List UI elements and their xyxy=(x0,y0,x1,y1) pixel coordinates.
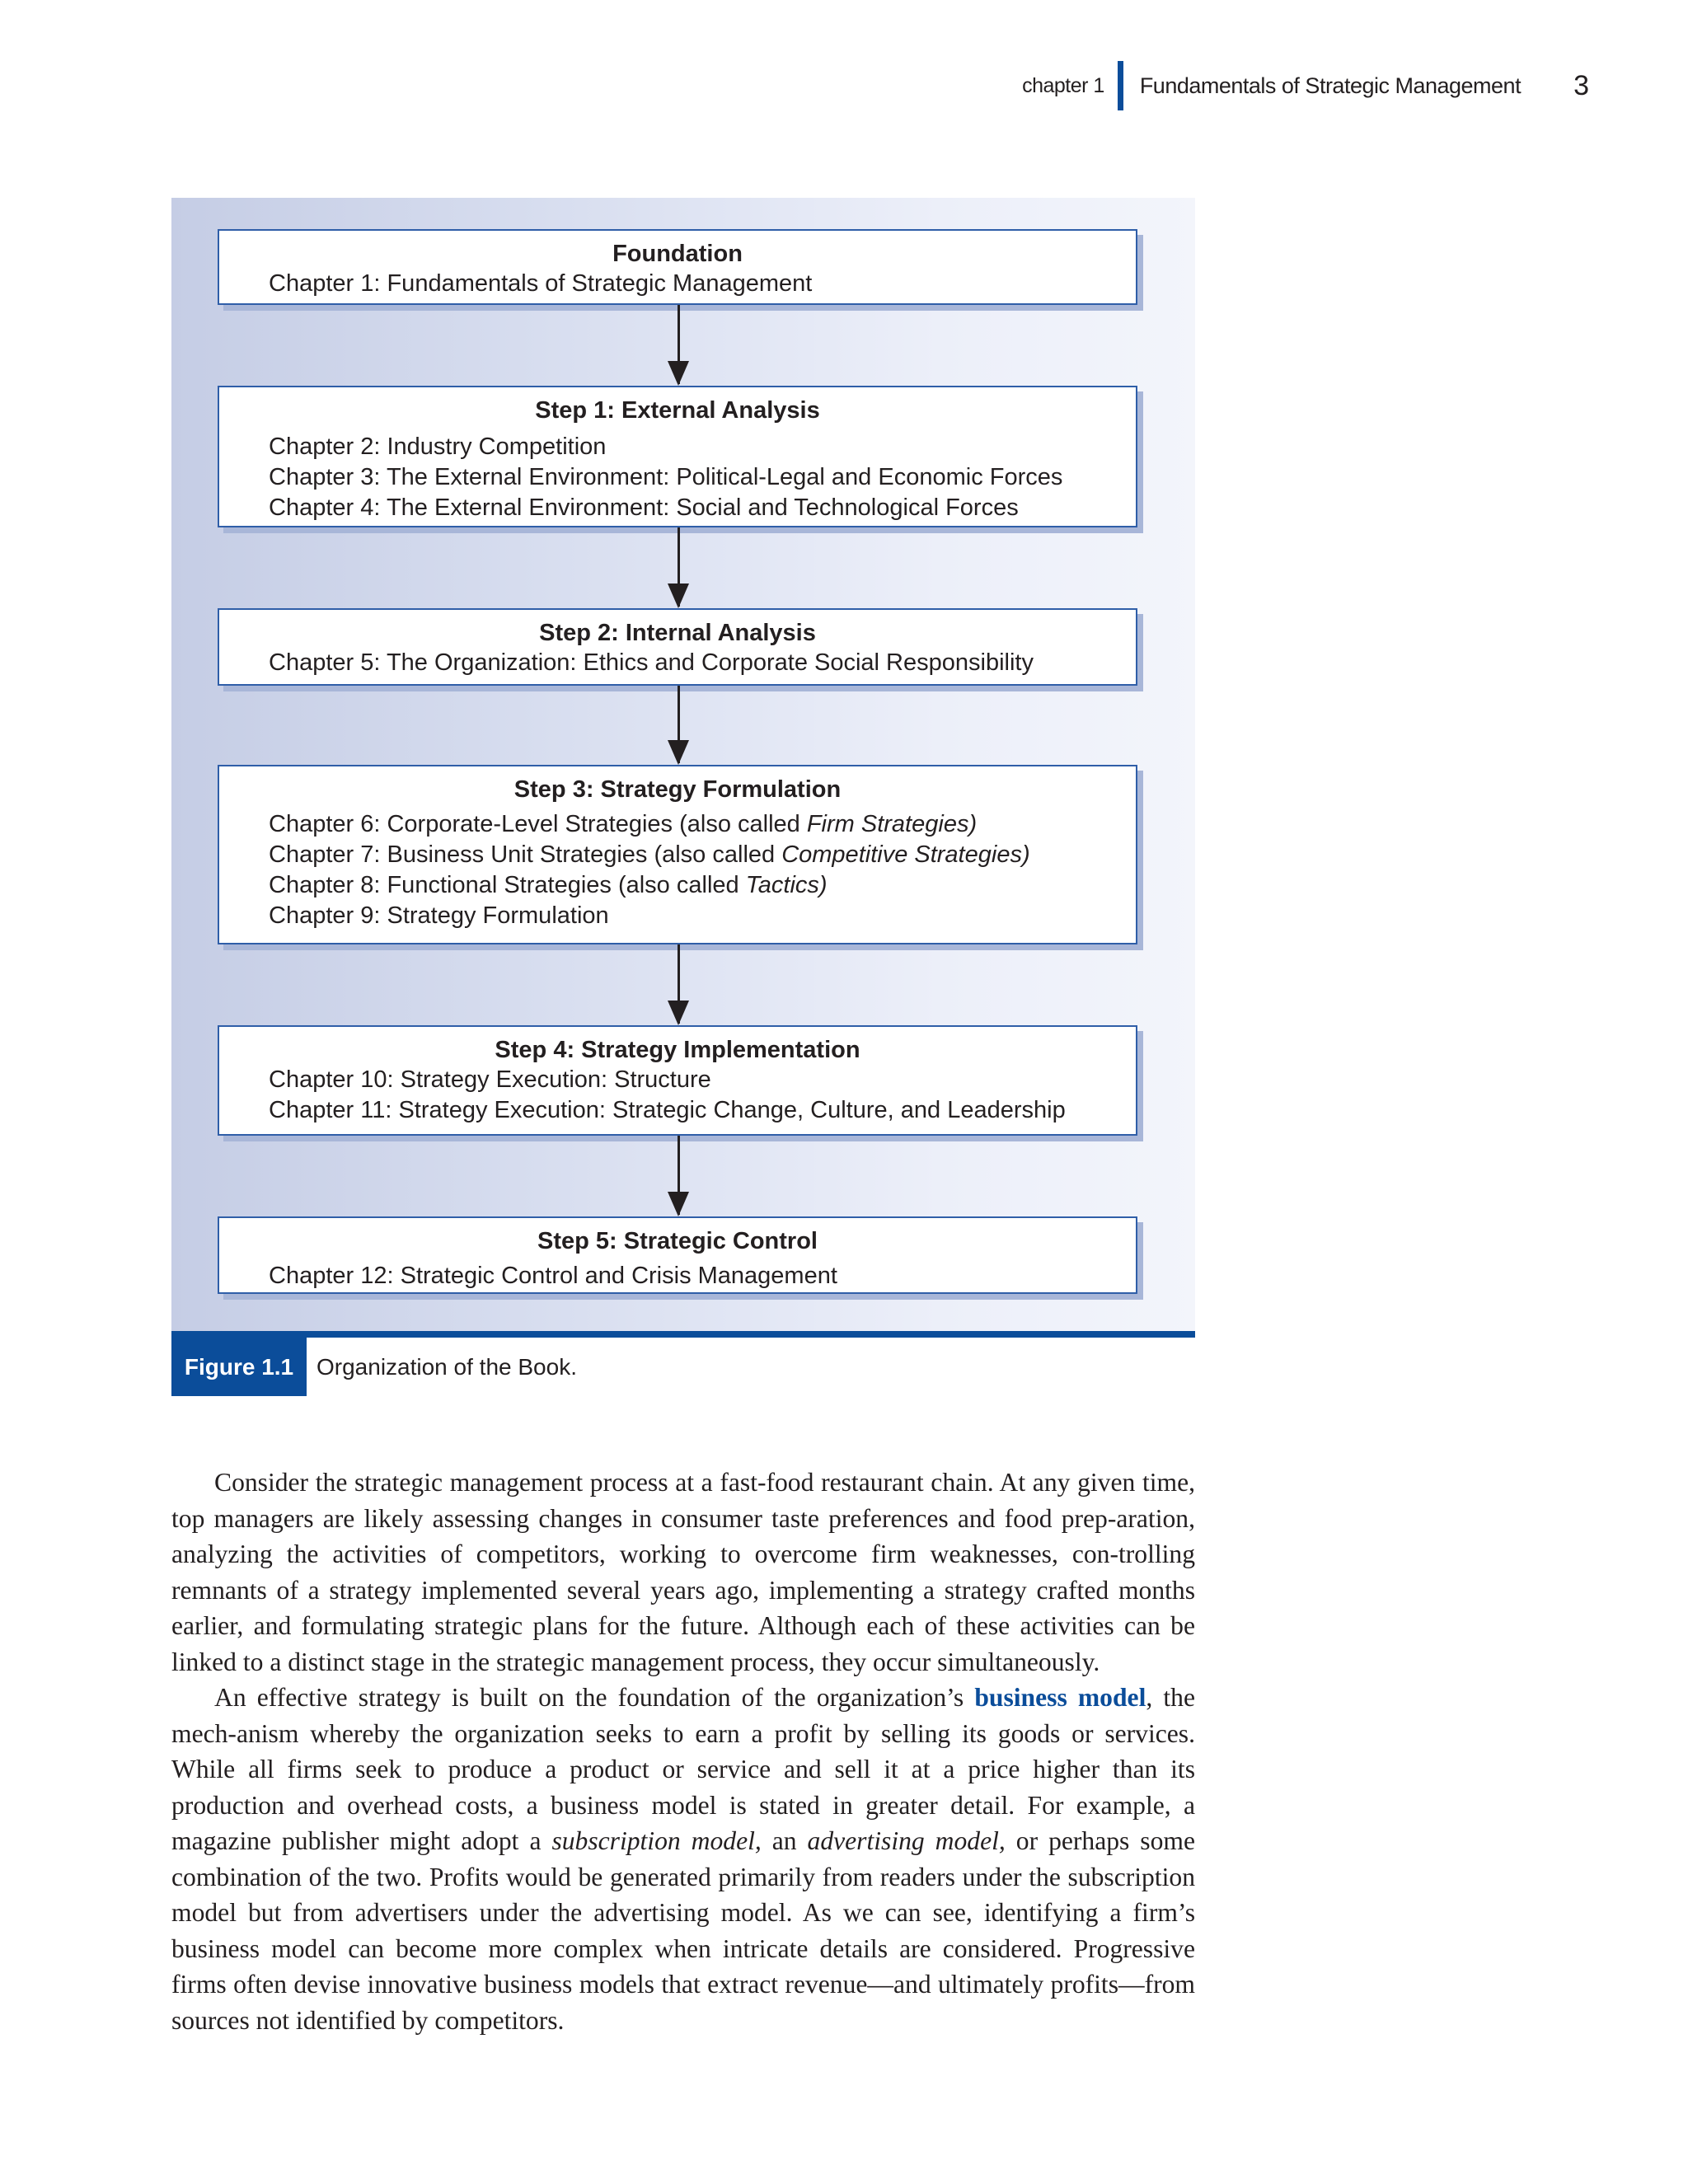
flow-arrow xyxy=(678,944,680,1024)
figure-rule xyxy=(171,1331,1195,1338)
chapter-line: Chapter 2: Industry Competition xyxy=(269,434,607,460)
figure-label: Figure 1.1 xyxy=(171,1338,307,1396)
box-title: Step 3: Strategy Formulation xyxy=(513,776,842,803)
chapter-line: Chapter 3: The External Environment: Political-Legal and Economic Forces xyxy=(269,464,1063,490)
paragraph-text: An effective strategy is built on the foundation of the organization’s xyxy=(214,1683,975,1712)
step5-box xyxy=(218,1216,1137,1294)
figure-diagram xyxy=(171,198,1195,1331)
chapter-line xyxy=(269,901,1136,931)
paragraph-1: Consider the strategic management process at a fast-food restaurant chain. At any given time, top managers are likely assessing changes in consumer taste preferences and food prep-aration, analyzing the activities of competitors, working to overcome firm weaknesses, con-trolling remnants of a strategy implemented several years ago, implementing a strategy crafted months earlier, and formulating strategic plans for the future. Although each of these activities can be linked to a distinct stage in the strategic management process, they occur simultaneously. xyxy=(171,1468,1195,1676)
step4-box xyxy=(218,1025,1137,1136)
chapter-line: Chapter 10: Strategy Execution: Structure xyxy=(269,1066,711,1093)
chapter-line xyxy=(269,840,1136,870)
figure-caption: Organization of the Book. xyxy=(316,1353,577,1380)
flow-arrow xyxy=(678,1136,680,1215)
chapter-line-italic: Tactics) xyxy=(745,872,828,898)
chapter-line: Chapter 12: Strategic Control and Crisis Management xyxy=(269,1263,837,1289)
key-term-business-model: business model xyxy=(974,1683,1146,1712)
chapter-line: Chapter 11: Strategy Execution: Strategic Change, Culture, and Leadership xyxy=(269,1097,1066,1123)
paragraph-text: or perhaps some combination of the two. Profits would be generated primarily from readers under the subscription model but from advertisers under the advertising model. As we can see, identifying a firm’s business model can become more complex when intricate details are considered. Progressive firms often devise innovative business models that extract revenue—and ultimately profits—from sources not identified by competitors. xyxy=(171,1826,1195,2035)
chapter-label: chapter 1 xyxy=(1022,73,1104,97)
paragraph-text: an xyxy=(761,1826,808,1855)
step2-box xyxy=(218,608,1137,686)
flow-arrow xyxy=(678,305,680,384)
chapter-line: Chapter 5: The Organization: Ethics and Corporate Social Responsibility xyxy=(269,649,1034,676)
header-divider xyxy=(1118,61,1123,110)
box-title: Step 2: Internal Analysis xyxy=(539,620,816,646)
body-text xyxy=(171,1465,1195,2038)
foundation-box xyxy=(218,229,1137,305)
italic-term: subscription model, xyxy=(551,1826,762,1855)
italic-term: advertising model, xyxy=(807,1826,1006,1855)
page-number: 3 xyxy=(1573,69,1589,101)
chapter-line-text: Chapter 6: Corporate-Level Strategies (also called xyxy=(269,811,807,837)
box-title: Step 5: Strategic Control xyxy=(537,1228,818,1254)
box-title: Foundation xyxy=(612,241,743,267)
chapter-line xyxy=(269,809,1136,840)
flow-arrow xyxy=(678,686,680,763)
paragraph-2 xyxy=(171,1680,1195,2038)
chapter-line: Chapter 1: Fundamentals of Strategic Management xyxy=(269,270,813,297)
running-head xyxy=(1022,63,1589,109)
box-title: Step 1: External Analysis xyxy=(535,397,820,424)
paragraph-text: , the mech-anism whereby the organization seeks to earn a profit by selling its goods or services. While all firms seek to produce a product or service and sell it at a price higher than its production and overhead costs, a business model is stated in greater detail. For example, a magazine publisher might adopt a xyxy=(171,1683,1195,1855)
chapter-line xyxy=(269,870,1136,901)
chapter-title: Fundamentals of Strategic Management xyxy=(1139,73,1522,98)
chapter-line-text: Chapter 8: Functional Strategies (also called xyxy=(269,872,746,898)
step3-box xyxy=(218,765,1137,944)
chapter-line-text: Chapter 9: Strategy Formulation xyxy=(269,902,609,929)
box-title: Step 4: Strategy Implementation xyxy=(495,1037,860,1063)
chapter-line-text: Chapter 7: Business Unit Strategies (also called xyxy=(269,841,782,868)
step1-box xyxy=(218,386,1137,527)
flow-arrow xyxy=(678,527,680,607)
chapter-line: Chapter 4: The External Environment: Social and Technological Forces xyxy=(269,494,1019,521)
chapter-line-italic: Competitive Strategies) xyxy=(781,841,1030,868)
chapter-line-italic: Firm Strategies) xyxy=(806,811,978,837)
